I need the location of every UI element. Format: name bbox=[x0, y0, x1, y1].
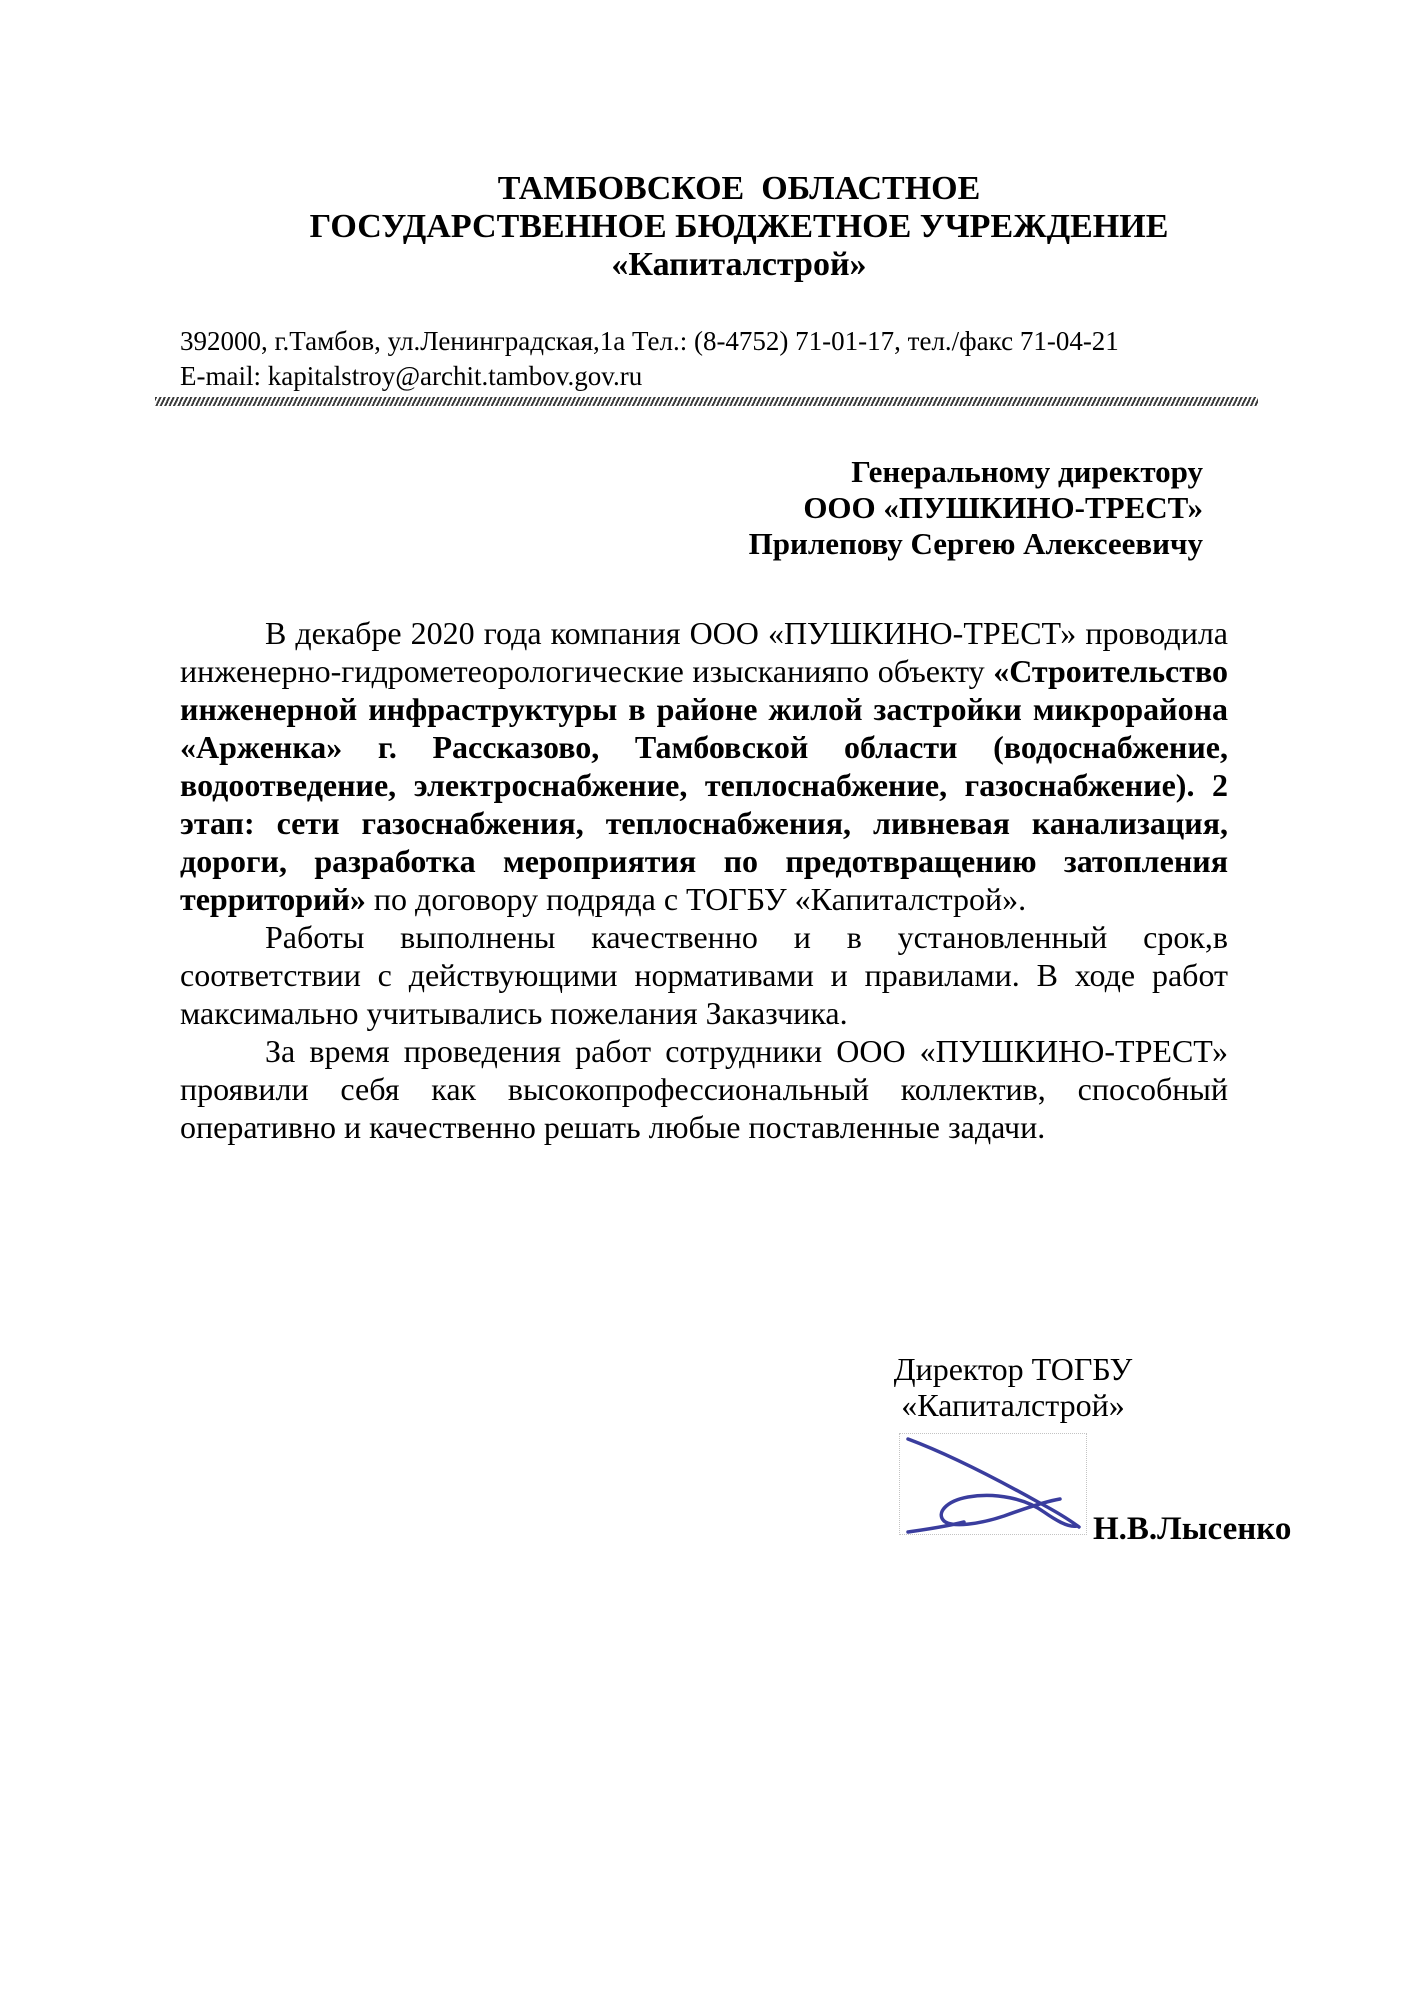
paragraph-text-bold: «Строительство инженерной инфраструктуры в районе жилой застройки микрорайона «Арженка» г. Рассказово, Тамбовской области (водоснабжение, водоотведение, электроснабжение, теплоснабжение, газоснабжение). 2 этап: сети газоснабжения, теплоснабжения, ливневая канализация, дороги, разработка мероприятия по предотвращению затопления территорий» bbox=[180, 653, 1228, 917]
org-title-line: «Капиталстрой» bbox=[611, 246, 867, 283]
paragraph-text: Работы выполнены качественно и в установленный срок,в соответствии с действующими нормативами и правилами. В ходе работ максимально учитывались пожелания Заказчика. bbox=[180, 919, 1228, 1031]
signer-role bbox=[893, 1351, 1133, 1423]
paragraph bbox=[180, 918, 1228, 1032]
addressee-title: Генеральному директору bbox=[851, 454, 1203, 489]
org-email: E-mail: kapitalstroy@archit.tambov.gov.ru bbox=[180, 361, 643, 391]
org-title-line: ГОСУДАРСТВЕННОЕ БЮДЖЕТНОЕ УЧРЕЖДЕНИЕ bbox=[309, 208, 1169, 245]
signature-stroke bbox=[908, 1439, 1079, 1527]
org-address-phone: 392000, г.Тамбов, ул.Ленинградская,1а Тел.: (8-4752) 71-01-17, тел./факс 71-04-21 bbox=[180, 326, 1119, 356]
signature-block bbox=[180, 1351, 1292, 1591]
letterhead bbox=[180, 170, 1258, 406]
letter-body bbox=[180, 614, 1228, 1146]
signature-image bbox=[899, 1433, 1087, 1535]
addressee-block bbox=[180, 454, 1258, 562]
signature-ink bbox=[900, 1434, 1086, 1534]
paragraph bbox=[180, 614, 1228, 918]
signature-stroke bbox=[908, 1522, 964, 1532]
addressee-company: ООО «ПУШКИНО-ТРЕСТ» bbox=[803, 490, 1203, 525]
org-contacts bbox=[180, 324, 1258, 394]
paragraph-text: В декабре 2020 года компания ООО «ПУШКИНО-ТРЕСТ» проводила инженерно-гидрометеорологические изысканияпо объекту bbox=[180, 615, 1228, 689]
paragraph-text: За время проведения работ сотрудники ООО «ПУШКИНО-ТРЕСТ» проявили себя как высокопрофессиональный коллектив, способный оперативно и качественно решать любые поставленные задачи. bbox=[180, 1033, 1228, 1145]
signer-role-line: Директор ТОГБУ bbox=[893, 1351, 1133, 1387]
signer-name: Н.В.Лысенко bbox=[1093, 1511, 1292, 1547]
paragraph bbox=[180, 1032, 1228, 1146]
signer-role-line: «Капиталстрой» bbox=[901, 1387, 1125, 1423]
org-title bbox=[180, 170, 1258, 284]
org-title-line: ТАМБОВСКОЕ ОБЛАСТНОЕ bbox=[497, 170, 981, 207]
hatched-divider bbox=[155, 397, 1258, 406]
addressee-person: Прилепову Сергею Алексеевичу bbox=[748, 526, 1203, 561]
paragraph-text: по договору подряда с ТОГБУ «Капиталстрой». bbox=[365, 881, 1027, 917]
